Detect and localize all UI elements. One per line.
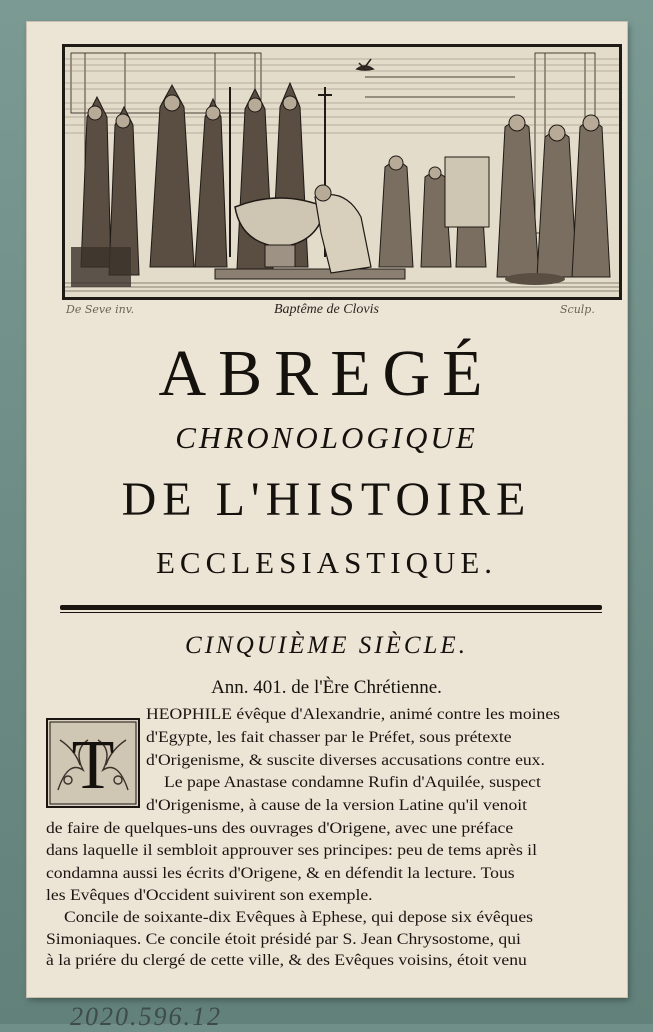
mount-annotation: 2020.596.12 (70, 1002, 222, 1031)
body-line-2: d'Egypte, les fait chasser par le Préfet, sous prétexte (146, 728, 512, 746)
body-line-4: Le pape Anastase condamne Rufin d'Aquilée, suspect (164, 774, 541, 792)
title-line-1: ABREGÉ (158, 337, 495, 410)
thick-rule (60, 605, 602, 610)
plate-caption: Baptême de Clovis (274, 302, 379, 317)
year-line: Ann. 401. de l'Ère Chrétienne. (211, 677, 442, 698)
baptism-scene-illustration (65, 47, 619, 297)
title-line-3: DE L'HISTOIRE (121, 473, 532, 526)
body-line-9: les Evêques d'Occident suivirent son exemple. (46, 887, 373, 905)
body-line-6: de faire de quelques-uns des ouvrages d'Origene, avec une préface (46, 819, 514, 837)
body-line-8: condamna aussi les écrits d'Origene, & en défendit la lecture. Tous (46, 864, 515, 882)
drop-cap-ornament (46, 718, 140, 808)
body-line-7: dans laquelle il sembloit approuver ses principes: peu de tems après il (46, 842, 537, 860)
body-line-3: d'Origenisme, & suscite diverses accusations contre eux. (146, 751, 545, 769)
title-line-2: CHRONOLOGIQUE (175, 420, 478, 455)
thin-rule (60, 612, 602, 613)
section-heading: CINQUIÈME SIÈCLE. (185, 632, 468, 659)
engraver-credit: Sculp. (560, 303, 595, 316)
engraving-plate (62, 44, 622, 300)
title-line-4: ECCLESIASTIQUE. (155, 545, 498, 580)
body-line-1: HEOPHILE évêque d'Alexandrie, animé contre les moines (146, 706, 560, 724)
body-line-12: à la priére du clergé de cette ville, & des Evêques voisins, étoit venu (46, 952, 527, 970)
body-line-5: d'Origenisme, à cause de la version Latine qu'il venoit (146, 796, 528, 814)
body-line-11: Simoniaques. Ce concile étoit présidé par S. Jean Chrysostome, qui (46, 930, 521, 948)
body-line-10: Concile de soixante-dix Evêques à Ephese, qui depose six évêques (64, 909, 533, 927)
drop-cap-letter: T (71, 727, 115, 804)
artist-credit: De Seve inv. (66, 303, 135, 316)
